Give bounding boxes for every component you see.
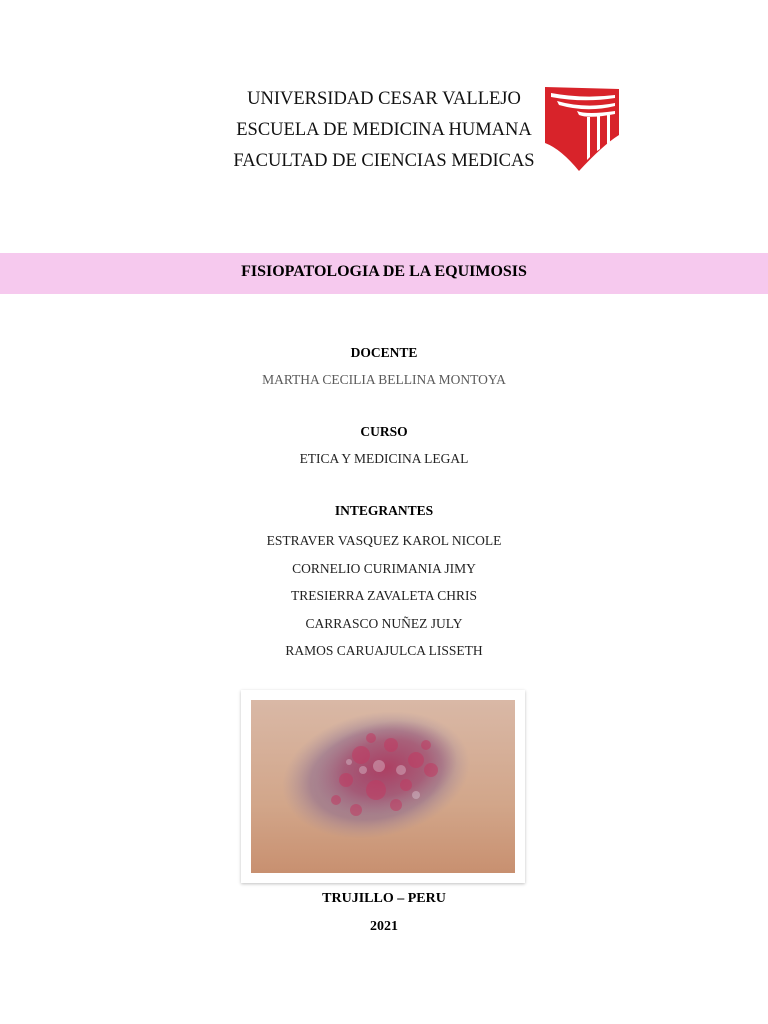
- list-item: TRESIERRA ZAVALETA CHRIS: [291, 588, 477, 603]
- institution-header: [220, 84, 548, 177]
- document-title: FISIOPATOLOGIA DE LA EQUIMOSIS: [241, 263, 527, 280]
- university-name: UNIVERSIDAD CESAR VALLEJO: [247, 89, 521, 109]
- faculty-name: FACULTAD DE CIENCIAS MEDICAS: [233, 151, 535, 171]
- ucv-shield-logo-icon: [543, 85, 621, 173]
- list-item: ESTRAVER VASQUEZ KAROL NICOLE: [266, 533, 502, 548]
- location: TRUJILLO – PERU: [322, 891, 446, 906]
- list-item: CORNELIO CURIMANIA JIMY: [292, 560, 476, 576]
- bruise-photo-frame: [241, 690, 525, 883]
- integrantes-label: INTEGRANTES: [334, 503, 434, 518]
- list-item: RAMOS CARUAJULCA LISSETH: [285, 643, 483, 658]
- curso-label: CURSO: [360, 424, 408, 439]
- integrantes-list: [0, 527, 768, 665]
- docente-label: DOCENTE: [350, 345, 418, 360]
- list-item: CARRASCO NUÑEZ JULY: [305, 615, 463, 631]
- curso-name: ETICA Y MEDICINA LEGAL: [299, 451, 469, 466]
- docente-name: MARTHA CECILIA BELLINA MONTOYA: [262, 372, 506, 387]
- school-name: ESCUELA DE MEDICINA HUMANA: [236, 120, 532, 140]
- bruise-photo: [251, 700, 515, 873]
- year: 2021: [370, 919, 398, 934]
